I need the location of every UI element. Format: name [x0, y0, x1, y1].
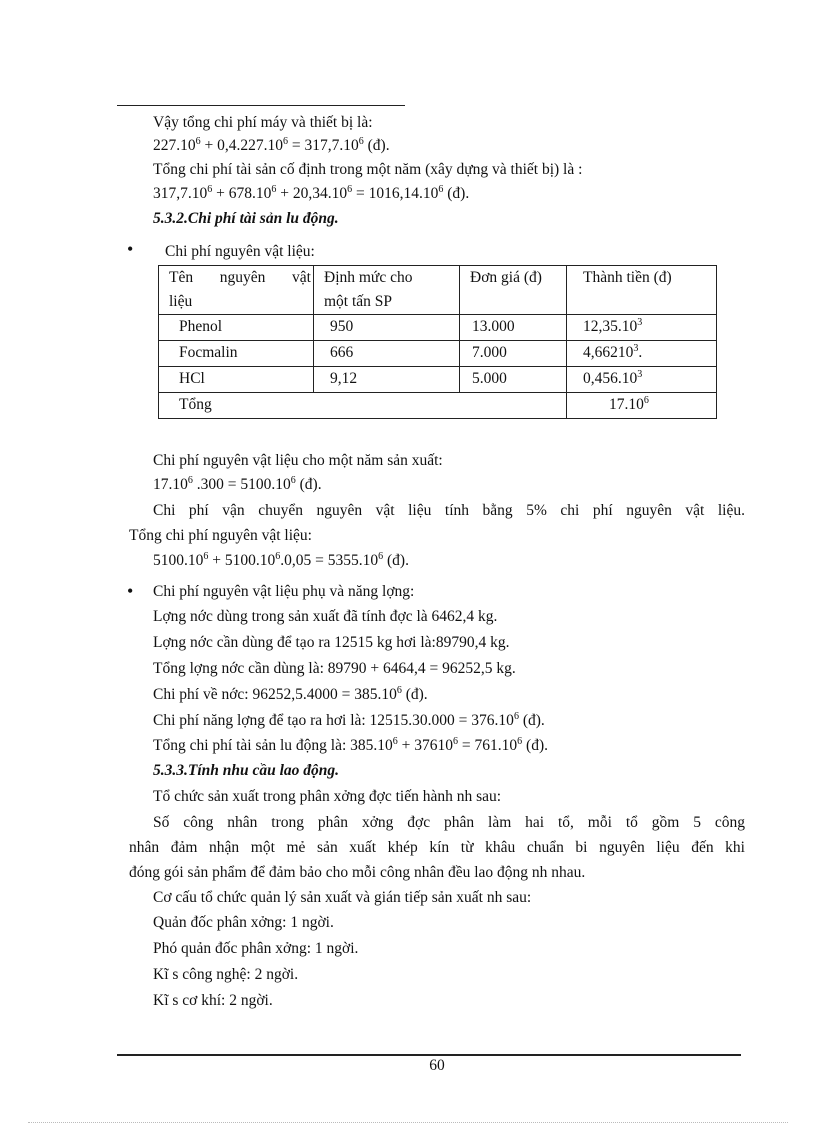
table-cell: 0,456.10$^3$	[567, 367, 717, 393]
aux-line-6: Tổng chi phí tài sản lu động là: $385.10^6 + 37610^6 = 761.10^6$ (đ).	[153, 736, 548, 754]
table-cell: Phenol	[159, 315, 314, 341]
labor-line-9: Kĩ s cơ khí: 2 ngời.	[153, 992, 273, 1009]
table-header-cell: Định mức cho một tấn SP	[314, 266, 460, 315]
table-cell: 12,35.10$^3$	[567, 315, 717, 341]
table-cell: 4,66210$^3$.	[567, 341, 717, 367]
bullet-icon: •	[127, 239, 134, 259]
labor-line-3: nhân đảm nhận một mẻ sản xuất khép kín từ khâu chuẩn bi nguyên liệu đến khi	[129, 839, 745, 856]
table-header-row	[159, 266, 717, 315]
intro-line-1: Vậy tổng chi phí máy và thiết bị là:	[153, 114, 373, 131]
page-number: 60	[429, 1057, 445, 1074]
labor-line-5: Cơ cấu tổ chức quản lý sản xuất và gián tiếp sản xuất nh sau:	[153, 889, 532, 906]
aux-line-4: Chi phí về nớc: $96252,5.4000 = 385.10^6$ (đ).	[153, 685, 428, 703]
table-cell: HCl	[159, 367, 314, 393]
intro-line-4: $317,7.10^6 + 678.10^6 + 20,34.10^6 = 1016,14.10^6$ (đ).	[153, 184, 470, 202]
aux-line-5: Chi phí năng lợng để tạo ra hơi là: $12515.30.000 = 376.10^6$ (đ).	[153, 711, 545, 729]
table-cell: 9,12	[314, 367, 460, 393]
table-total-row	[159, 393, 717, 419]
materials-line-3: Chi phí vận chuyển nguyên vật liệu tính bằng 5% chi phí nguyên vật liệu.	[153, 502, 745, 519]
table-cell: 13.000	[460, 315, 567, 341]
table-header-cell: Đơn giá (đ)	[460, 266, 567, 315]
bullet-icon: •	[127, 581, 134, 601]
aux-line-2: Lợng nớc cần dùng để tạo ra 12515 kg hơi là:89790,4 kg.	[153, 634, 510, 651]
table-cell: Focmalin	[159, 341, 314, 367]
aux-line-1: Lợng nớc dùng trong sản xuất đã tính đợc là 6462,4 kg.	[153, 608, 498, 625]
materials-line-1: Chi phí nguyên vật liệu cho một năm sản xuất:	[153, 452, 443, 469]
footer-rule	[117, 1054, 741, 1056]
table-total-value: 17.10$^6$	[567, 393, 717, 419]
top-rule	[117, 105, 405, 106]
table-cell: 7.000	[460, 341, 567, 367]
intro-line-3: Tổng chi phí tài sản cố định trong một năm (xây dựng và thiết bị) là :	[153, 161, 583, 178]
materials-line-2: 17.10$^6$ $.300 = 5100.10^6$ (đ).	[153, 475, 322, 493]
bullet-label-materials: Chi phí nguyên vật liệu:	[165, 243, 315, 260]
table-row	[159, 341, 717, 367]
table-cell: 666	[314, 341, 460, 367]
section-heading-532: 5.3.2.Chi phí tài sản lu động.	[153, 210, 339, 227]
section-heading-533: 5.3.3.Tính nhu cầu lao động.	[153, 762, 340, 779]
table-cell: 5.000	[460, 367, 567, 393]
table-header-cell: Tên nguyên vật liệu	[159, 266, 314, 315]
labor-line-6: Quản đốc phân xởng: 1 ngời.	[153, 914, 334, 931]
labor-line-7: Phó quản đốc phân xởng: 1 ngời.	[153, 940, 359, 957]
labor-line-1: Tổ chức sản xuất trong phân xởng đợc tiến hành nh sau:	[153, 788, 502, 805]
bullet-label-aux: Chi phí nguyên vật liệu phụ và năng lợng:	[153, 583, 415, 600]
aux-line-3: Tổng lợng nớc cần dùng là: 89790 + 6464,4 = 96252,5 kg.	[153, 660, 516, 677]
table-cell: 950	[314, 315, 460, 341]
materials-line-4: Tổng chi phí nguyên vật liệu:	[129, 527, 312, 544]
materials-table	[158, 265, 717, 419]
intro-line-2: $227.10^6 + 0,4.227.10^6 = 317,7.10^6$ (đ).	[153, 136, 390, 154]
table-total-label: Tổng	[159, 393, 567, 419]
labor-line-8: Kĩ s công nghệ: 2 ngời.	[153, 966, 299, 983]
table-row	[159, 315, 717, 341]
table-header-cell: Thành tiền (đ)	[567, 266, 717, 315]
table-row	[159, 367, 717, 393]
labor-line-2: Số công nhân trong phân xởng đợc phân làm hai tổ, mỗi tổ gồm 5 công	[153, 814, 745, 831]
labor-line-4: đóng gói sản phẩm để đảm bảo cho mỗi công nhân đều lao động nh nhau.	[129, 864, 586, 881]
materials-line-5: $5100.10^6 + 5100.10^6.0,05 = 5355.10^6$ (đ).	[153, 551, 409, 569]
